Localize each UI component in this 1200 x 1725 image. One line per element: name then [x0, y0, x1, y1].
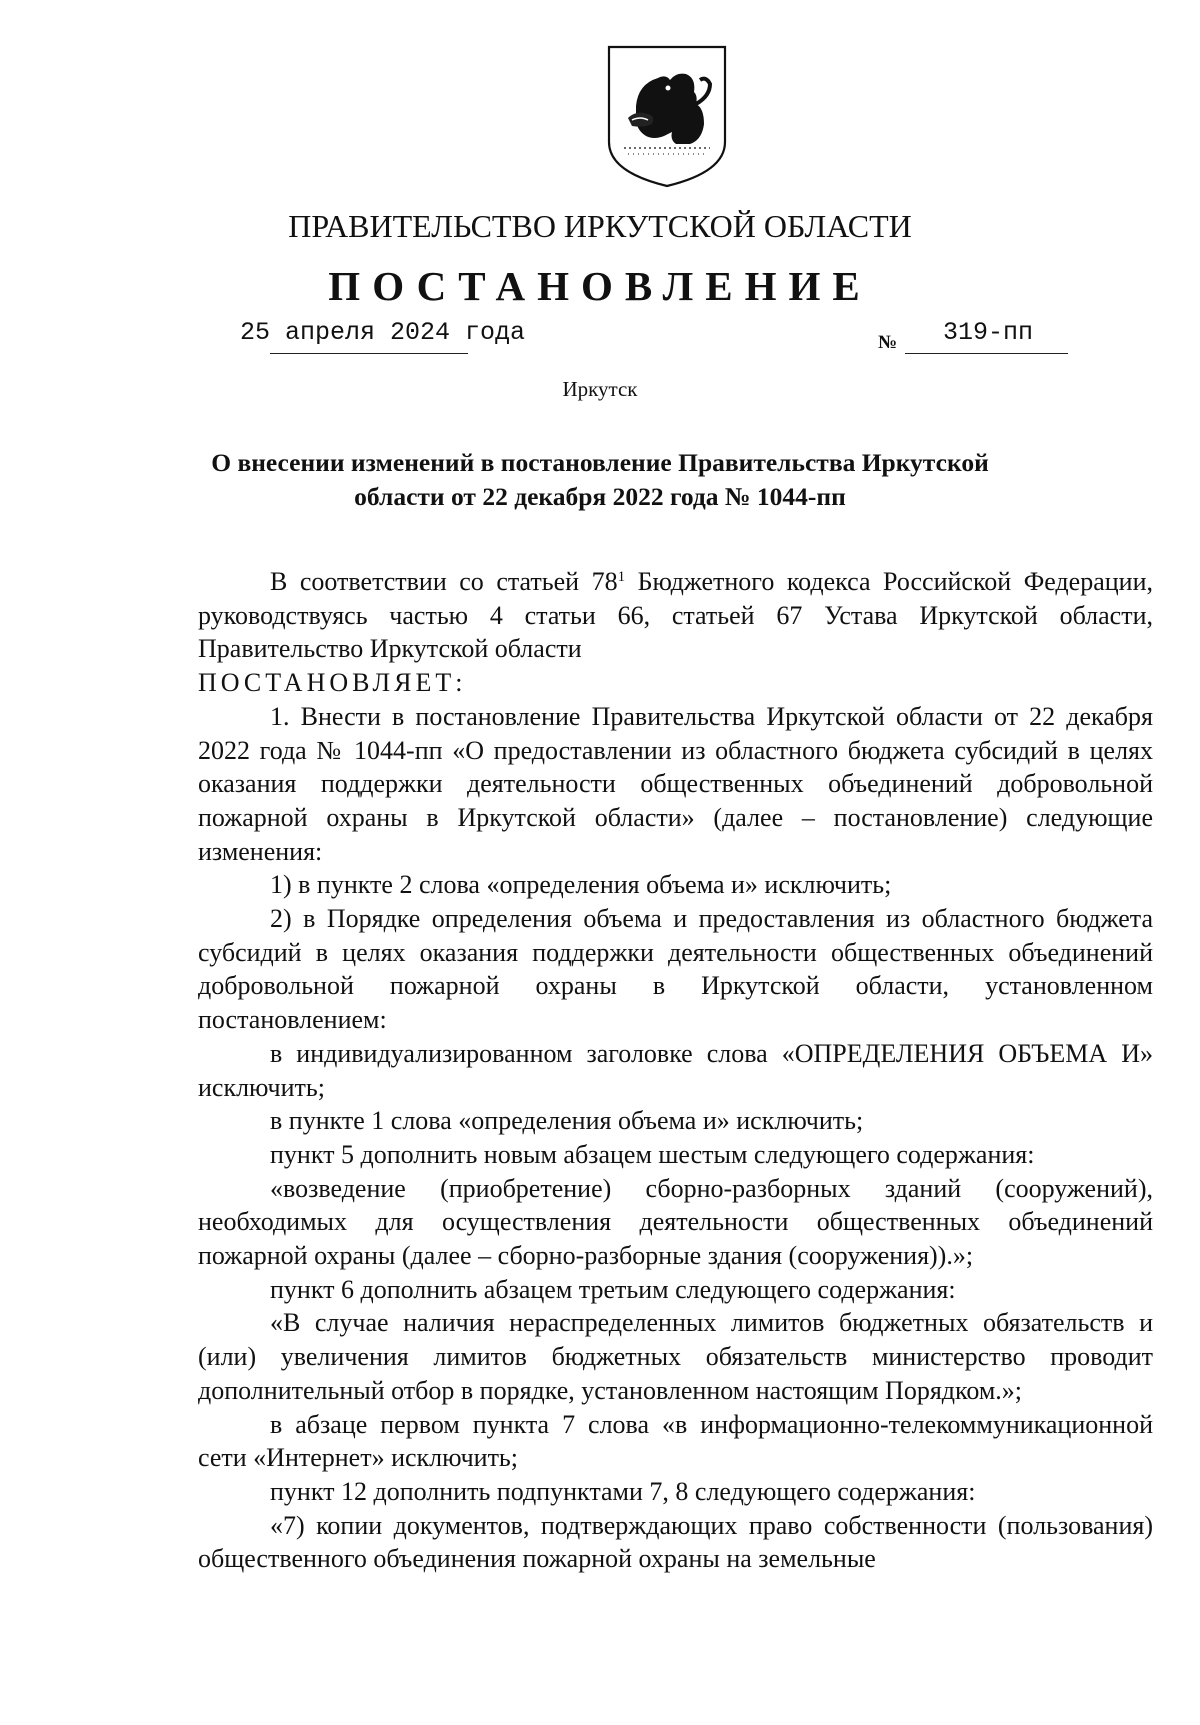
body-paragraph: «В случае наличия нераспределенных лимитов бюджетных обязательств и (или) увеличения лимитов бюджетных обязательств министерство проводит дополнительный отбор в порядке, установленном настоящим Порядком.»; [198, 1308, 1153, 1405]
title-line-1: О внесении изменений в постановление Правительства Иркутской [211, 448, 989, 477]
body-paragraph: «возведение (приобретение) сборно-разборных зданий (сооружений), необходимых для осуществления деятельности общественных объединений пожарной охраны (далее – сборно-разборные здания (сооружения)).»; [198, 1173, 1153, 1271]
document-city: Иркутск [562, 377, 638, 401]
irkutsk-coat-of-arms-icon [606, 44, 728, 189]
body-paragraph: 1) в пункте 2 слова «определения объема и» исключить; [270, 870, 892, 900]
date-underline [270, 353, 468, 354]
title-line-2: области от 22 декабря 2022 года № 1044-пп [354, 482, 846, 511]
body-paragraph: в абзаце первом пункта 7 слова «в информационно-телекоммуникационной сети «Интернет» исключить; [198, 1409, 1153, 1473]
decree-word: ПОСТАНОВЛЯЕТ: [198, 668, 467, 698]
body-paragraph: 1. Внести в постановление Правительства Иркутской области от 22 декабря 2022 года № 1044-пп «О предоставлении из областного бюджета субсидий в целях оказания поддержки деятельности общественных объединений добровольной пожарной охраны в Иркутской области» (далее – постановление) следующие изменения: [198, 701, 1153, 866]
document-date: 25 апреля 2024 года [240, 318, 526, 347]
body-paragraph: «7) копии документов, подтверждающих право собственности (пользования) общественного объединения пожарной охраны на земельные [198, 1510, 1153, 1574]
preamble-text-a: В соответствии со статьей 78 [270, 567, 618, 596]
body-paragraph: пункт 5 дополнить новым абзацем шестым следующего содержания: [270, 1139, 1035, 1169]
body-paragraph: в индивидуализированном заголовке слова «ОПРЕДЕЛЕНИЯ ОБЪЕМА И» исключить; [198, 1038, 1153, 1102]
number-underline [905, 353, 1068, 354]
preamble [198, 565, 1153, 666]
document-title [200, 446, 1000, 514]
number-sign: № [878, 332, 898, 353]
document-type: ПОСТАНОВЛЕНИЕ [328, 263, 872, 309]
body-paragraph: пункт 6 дополнить абзацем третьим следующего содержания: [270, 1274, 956, 1304]
body-paragraph: пункт 12 дополнить подпунктами 7, 8 следующего содержания: [270, 1476, 976, 1506]
document-number: 319-пп [943, 318, 1034, 347]
article-superscript: 1 [617, 569, 626, 585]
body-paragraph: 2) в Порядке определения объема и предоставления из областного бюджета субсидий в целях оказания поддержки деятельности общественных объединений добровольной пожарной охраны в Иркутской области, установленном постановлением: [198, 904, 1153, 1035]
body-paragraph: в пункте 1 слова «определения объема и» исключить; [270, 1106, 864, 1136]
document-body [198, 565, 1153, 1576]
preamble-text-b: Бюджетного кодекса Российской Федерации, руководствуясь частью 4 статьи 66, статьей 67 Устава Иркутской области, Правительство Иркутской области [198, 567, 1153, 664]
organization-name: ПРАВИТЕЛЬСТВО ИРКУТСКОЙ ОБЛАСТИ [288, 208, 912, 244]
